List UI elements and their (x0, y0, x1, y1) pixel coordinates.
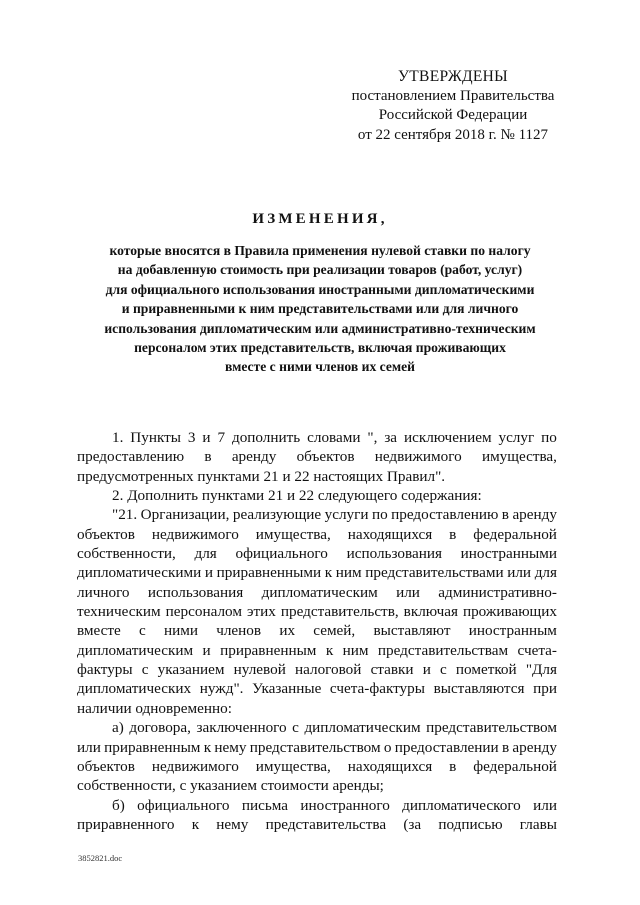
body-word: с (141, 661, 149, 679)
body-word: подписью (438, 815, 503, 833)
body-word: объектов (77, 757, 135, 775)
body-word: или (507, 564, 532, 582)
body-line (77, 563, 557, 582)
body-word: представительствам (377, 641, 509, 659)
body-word: по (371, 506, 388, 524)
body-word: приравненным (220, 641, 317, 659)
body-word: для (194, 545, 217, 563)
body-word: личного (77, 583, 130, 601)
body-line (77, 447, 557, 466)
body-word: предоставлению (391, 506, 499, 524)
body-line (77, 641, 557, 660)
body-word: выставляют (373, 622, 451, 640)
body-word: счета- (517, 641, 557, 659)
body-word: федеральной (473, 525, 557, 543)
body-line: предусмотренных пунктами 21 и 22 настоящих Правил". (77, 467, 446, 485)
body-word: ними (163, 622, 198, 640)
body-line (77, 815, 557, 834)
body-word: иностранным (468, 622, 557, 640)
body-word: техническим (77, 603, 161, 621)
body-word: 3 (187, 429, 196, 446)
body-word: счета-фактуры (329, 680, 425, 698)
body-line: наличии одновременно: (77, 699, 232, 717)
body-word: и (202, 429, 211, 446)
body-line (77, 525, 557, 544)
body-word: в (501, 738, 510, 756)
body-word: представительства (265, 815, 387, 833)
body-word: и (204, 564, 214, 582)
body-word: дипломатических (77, 680, 192, 698)
body-word: недвижимого (374, 448, 462, 466)
body-word: нужд". (199, 680, 244, 698)
body-word: аренду (512, 506, 557, 524)
body-word: и (422, 661, 431, 679)
body-word: их (279, 622, 296, 640)
body-word: имущества, (481, 448, 557, 466)
body-word: вместе (77, 622, 121, 640)
body-word: письма (241, 796, 289, 814)
body-word: находящихся (347, 757, 433, 775)
approval-line-3: от 22 сентября 2018 г. № 1127 (357, 126, 549, 143)
body-word: выставляются (433, 680, 525, 698)
body-word: ним (335, 564, 362, 582)
body-word: дипломатическим (304, 719, 421, 737)
body-word: 7 (217, 429, 226, 446)
subtitle-line: и приравненными к ним представительствами или для личного (121, 301, 519, 317)
body-word: словами (307, 429, 361, 446)
body-word: фактуры (77, 661, 133, 679)
subtitle-line: которые вносятся в Правила применения нулевой ставки по налогу (109, 243, 531, 258)
body-word: о (383, 738, 392, 756)
body-word: указанием (157, 661, 225, 679)
body-word: административно- (438, 583, 557, 601)
body-word: к (191, 815, 200, 833)
approval-line-2: Российской Федерации (378, 107, 528, 123)
body-line: 2. Дополнить пунктами 21 и 22 следующего содержания: (112, 487, 482, 505)
body-word: приравненными (216, 564, 322, 582)
body-word: с (440, 661, 447, 679)
body-word: при (533, 680, 557, 698)
approval-line-1: постановлением Правительства (351, 87, 555, 104)
body-word: услуг (498, 429, 535, 446)
body-word: или (533, 796, 557, 814)
body-word: или (396, 583, 420, 601)
body-word: этих (246, 603, 276, 621)
body-word: с (292, 719, 299, 737)
body-word: официального (137, 796, 230, 814)
body-word: представительствами (365, 564, 504, 582)
body-word: (за (403, 815, 422, 833)
body-word: дипломатическим (77, 641, 194, 659)
body-word: ним (342, 641, 369, 659)
body-word: иностранного (300, 796, 390, 814)
body-word: дополнить (231, 429, 301, 446)
body-word: и (202, 641, 211, 659)
body-word: недвижимого (151, 525, 239, 543)
body-word: представительством (249, 738, 381, 756)
body-line (77, 757, 557, 776)
body-word: "Для (525, 661, 557, 679)
body-word: в (204, 448, 212, 466)
subtitle-line: на добавленную стоимость при реализации товаров (работ, услуг) (117, 262, 523, 278)
body-line (77, 505, 557, 524)
body-word: иностранными (460, 545, 557, 563)
body-word: Указанные (252, 680, 322, 698)
body-line (77, 602, 557, 621)
body-word: приравненным (104, 738, 201, 756)
body-word: Организации, (140, 506, 230, 524)
body-word: использования (346, 545, 442, 563)
body-word: по (541, 429, 557, 446)
body-word: нулевой (233, 661, 286, 679)
body-word: использования (147, 583, 244, 601)
body-word: семей, (313, 622, 356, 640)
body-word: персоналом (165, 603, 242, 621)
body-word: собственности, (77, 545, 176, 563)
body-word: включая (403, 603, 458, 621)
body-word: находящихся (347, 525, 433, 543)
body-line (77, 621, 557, 640)
body-word: дипломатического (402, 796, 521, 814)
body-word: аренду (231, 448, 277, 466)
body-word: исключением (403, 429, 492, 446)
approval-title: УТВЕРЖДЕНЫ (398, 68, 508, 85)
body-word: с (139, 622, 146, 640)
body-word: аренду (512, 738, 557, 756)
body-word: ставки (370, 661, 414, 679)
body-line (77, 679, 557, 698)
body-word: имущества, (255, 525, 331, 543)
approval-block (348, 67, 558, 145)
body-word: услуги (324, 506, 369, 524)
body-line (77, 738, 557, 757)
body-word: в (449, 525, 457, 543)
body-line (77, 660, 557, 679)
body-word: пометкой (455, 661, 517, 679)
body-word: федеральной (473, 757, 557, 775)
document-subtitle (60, 241, 580, 377)
body-word: приравненного (77, 815, 175, 833)
document-body (77, 428, 557, 834)
body-word: к (203, 738, 212, 756)
body-word: б) (112, 796, 125, 814)
body-word: недвижимого (151, 757, 239, 775)
body-word: за (384, 429, 398, 446)
body-word: официального (235, 545, 328, 563)
subtitle-line: персоналом этих представительств, включая проживающих (134, 340, 506, 356)
subtitle-line: для официального использования иностранными дипломатическими (105, 281, 535, 297)
body-word: реализующие (232, 506, 322, 524)
body-line (77, 583, 557, 602)
body-word: налоговой (294, 661, 362, 679)
body-line: собственности, с указанием стоимости аренды; (77, 777, 384, 795)
body-word: к (324, 564, 333, 582)
body-word: в (449, 757, 457, 775)
body-line (77, 796, 557, 815)
body-word: представительством (426, 719, 557, 737)
body-word: а) (112, 719, 124, 737)
body-word: нему (214, 738, 247, 756)
body-word: объектов (77, 525, 135, 543)
body-word: к (325, 641, 334, 659)
body-word: договора, (129, 719, 191, 737)
body-line (77, 718, 557, 737)
body-line (77, 544, 557, 563)
body-word: объектов (296, 448, 355, 466)
document-heading: ИЗМЕНЕНИЯ, (252, 211, 388, 227)
subtitle-line: вместе с ними членов их семей (224, 359, 416, 375)
body-word: ", (367, 429, 378, 446)
body-word: предоставлению (77, 448, 185, 466)
body-word: дипломатическими (77, 564, 202, 582)
body-word: членов (216, 622, 262, 640)
subtitle-line: использования дипломатическим или административно-техническим (104, 320, 536, 336)
body-word: заключенного (196, 719, 287, 737)
body-word: предоставлении (394, 738, 499, 756)
body-word: 1. (112, 429, 124, 446)
body-word: главы (519, 815, 557, 833)
body-word: Пункты (130, 429, 182, 446)
body-word: нему (216, 815, 249, 833)
body-word: "21. (112, 506, 138, 524)
body-word: дипломатическим (261, 583, 378, 601)
body-line (77, 428, 557, 447)
body-word: в (501, 506, 509, 524)
body-word: проживающих (462, 603, 557, 621)
body-word: представительств, (280, 603, 399, 621)
body-word: или (77, 738, 101, 756)
file-name-footer: 3852821.doc (78, 853, 123, 863)
body-word: для (534, 564, 557, 582)
body-word: имущества, (255, 757, 331, 775)
